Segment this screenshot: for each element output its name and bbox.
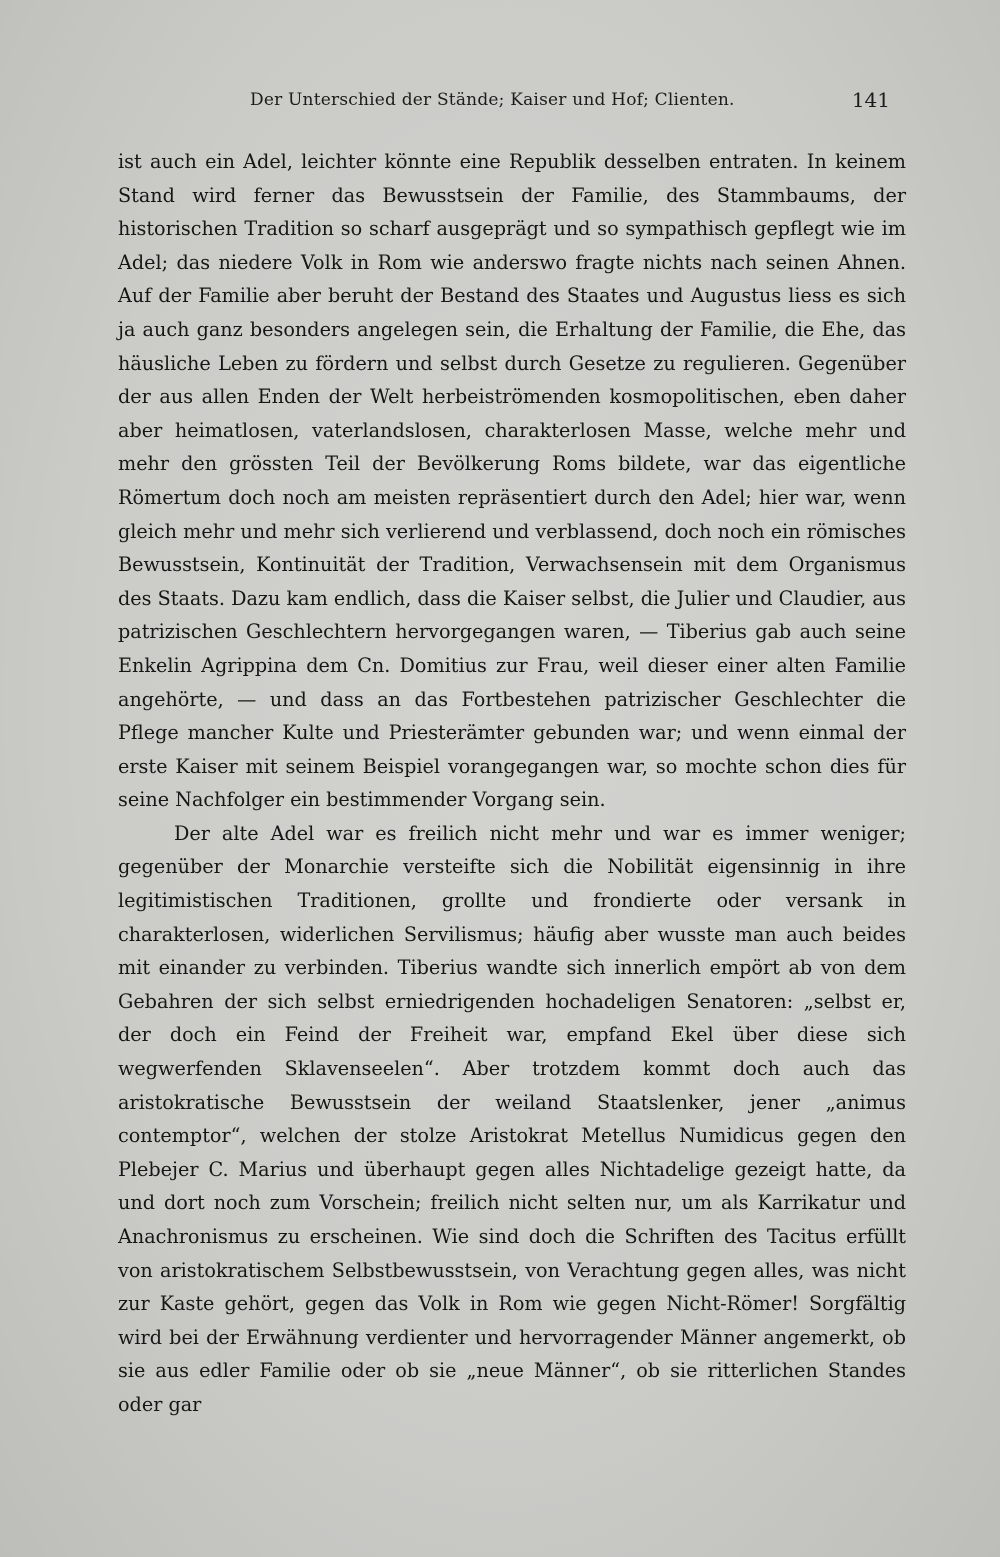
paragraph-2: Der alte Adel war es freilich nicht mehr und war es immer weniger; gegenüber der Monarchie versteifte sich die Nobilität eigensinnig in ihre legitimistischen Traditionen, grollte und frondierte oder versank in charakterlosen, widerlichen Servilismus; häufig aber wusste man auch beides mit einander zu verbinden. Tiberius wandte sich innerlich empört ab von dem Gebahren der sich selbst erniedrigenden hochadeligen Senatoren: „selbst er, der doch ein Feind der Freiheit war, empfand Ekel über diese sich wegwerfenden Sklavenseelen“. Aber trotzdem kommt doch auch das aristokratische Bewusstsein der weiland Staatslenker, jener „animus contemptor“, welchen der stolze Aristokrat Metellus Numidicus gegen den Plebejer C. Marius und überhaupt gegen alles Nichtadelige gezeigt hatte, da und dort noch zum Vorschein; freilich nicht selten nur, um als Karrikatur und Anachronismus zu erscheinen. Wie sind doch die Schriften des Tacitus erfüllt von aristokratischem Selbstbewusstsein, von Verachtung gegen alles, was nicht zur Kaste gehört, gegen das Volk in Rom wie gegen Nicht-Römer! Sorgfältig wird bei der Erwähnung verdienter und hervorragender Männer angemerkt, ob sie aus edler Familie oder ob sie „neue Männer“, ob sie ritterlichen Standes oder gar bbox=[118, 821, 906, 1416]
paragraph-1: ist auch ein Adel, leichter könnte eine Republik desselben entraten. In keinem Stand wird ferner das Bewusstsein der Familie, des Stammbaums, der historischen Tradition so scharf ausgeprägt und so sympathisch gepflegt wie im Adel; das niedere Volk in Rom wie anderswo fragte nichts nach seinen Ahnen. Auf der Familie aber beruht der Bestand des Staates und Augustus liess es sich ja auch ganz besonders angelegen sein, die Erhaltung der Familie, die Ehe, das häusliche Leben zu fördern und selbst durch Gesetze zu regulieren. Gegenüber der aus allen Enden der Welt herbeiströmenden kosmopolitischen, eben daher aber heimatlosen, vaterlandslosen, charakterlosen Masse, welche mehr und mehr den grössten Teil der Bevölkerung Roms bildete, war das eigentliche Römertum doch noch am meisten repräsentiert durch den Adel; hier war, wenn gleich mehr und mehr sich verlierend und verblassend, doch noch ein römisches Bewusstsein, Kontinuität der Tradition, Verwachsensein mit dem Organismus des Staats. Dazu kam endlich, dass die Kaiser selbst, die Julier und Claudier, aus patrizischen Geschlechtern hervorgegangen waren, — Tiberius gab auch seine Enkelin Agrippina dem Cn. Domitius zur Frau, weil dieser einer alten Familie angehörte, — und dass an das Fortbestehen patrizischer Geschlechter die Pflege mancher Kulte und Priesterämter gebunden war; und wenn einmal der erste Kaiser mit seinem Beispiel vorangegangen war, so mochte schon dies für seine Nachfolger ein bestimmender Vorgang sein. bbox=[118, 150, 906, 812]
running-title: Der Unterschied der Stände; Kaiser und Hof; Clienten. bbox=[250, 90, 735, 110]
page-number: 141 bbox=[851, 88, 890, 112]
running-head bbox=[250, 90, 890, 120]
body-text bbox=[118, 145, 906, 1422]
